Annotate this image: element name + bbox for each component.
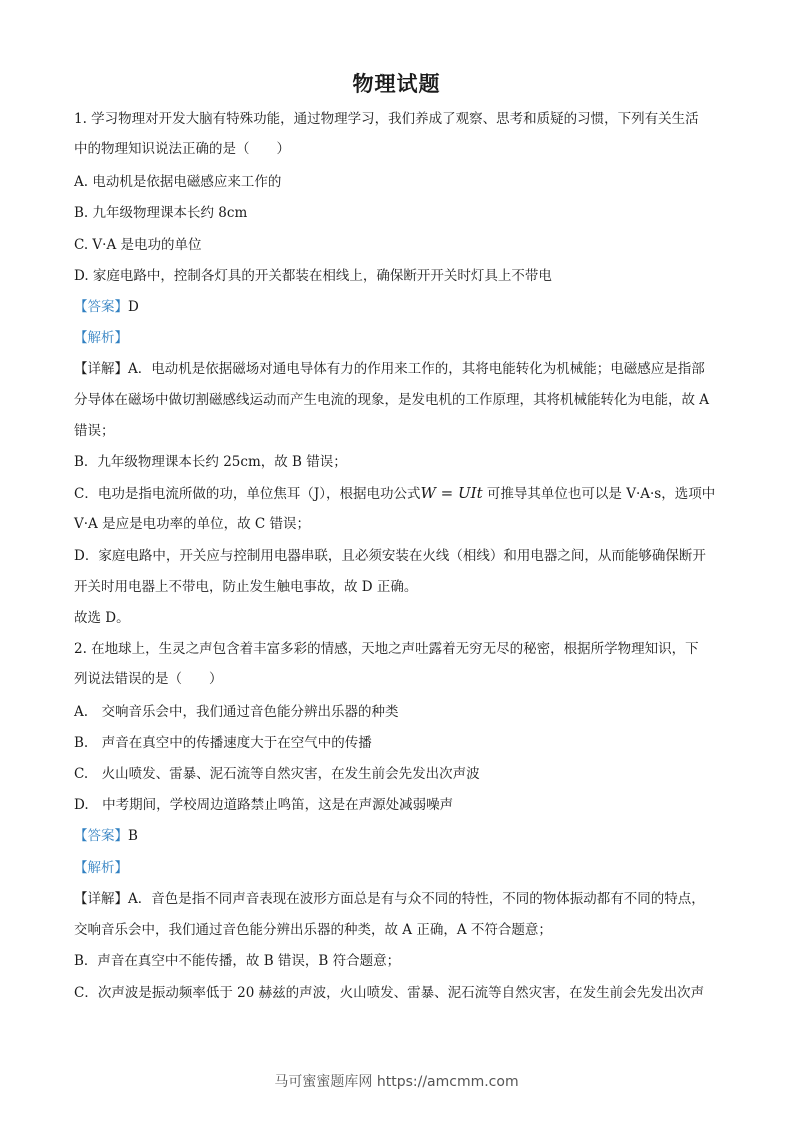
q2-detail-line2: 交响音乐会中，我们通过音色能分辨出乐器的种类，故 A 正确，A 不符合题意； xyxy=(74,922,552,938)
q1-stem-line2: 中的物理知识说法正确的是（ ） xyxy=(74,141,290,157)
page-title: 物理试题 xyxy=(352,71,441,96)
q1-detail-line7: D．家庭电路中，开关应与控制用电器串联，且必须安装在火线（相线）和用电器之间，从而能够确保断开 xyxy=(74,548,706,564)
q2-detail-line4: C．次声波是振动频率低于 20 赫兹的声波，火山喷发、雷暴、泥石流等自然灾害，在发生前会先发出次声 xyxy=(74,985,705,1001)
q1-detail-line5 xyxy=(74,484,715,503)
q1-answer xyxy=(74,298,139,316)
q2-stem-line2: 列说法错误的是（ ） xyxy=(74,671,223,687)
q1-detail-line6: V·A 是应是电功率的单位，故 C 错误； xyxy=(74,516,310,532)
answer-value: D xyxy=(128,299,139,315)
q1-detail-line3: 错误； xyxy=(74,423,115,439)
q1-option-b: B. 九年级物理课本长约 8cm xyxy=(74,205,248,221)
detail-c-pre: C．电功是指电流所做的功，单位焦耳（J），根据电功公式 xyxy=(74,486,421,502)
q1-option-c: C. V·A 是电功的单位 xyxy=(74,237,202,253)
q2-answer xyxy=(74,827,138,845)
q2-detail-line3: B．声音在真空中不能传播，故 B 错误，B 符合题意； xyxy=(74,953,401,969)
q2-analysis-label: 【解析】 xyxy=(74,860,128,876)
q2-option-a: A. 交响音乐会中，我们通过音色能分辨出乐器的种类 xyxy=(74,704,399,720)
q1-option-d: D. 家庭电路中，控制各灯具的开关都装在相线上，确保断开开关时灯具上不带电 xyxy=(74,268,552,284)
footer-watermark: 马可蜜蜜题库网 https://amcmm.com xyxy=(274,1074,519,1090)
q1-detail-line2: 分导体在磁场中做切割磁感线运动而产生电流的现象，是发电机的工作原理，其将机械能转化为电能，故 A xyxy=(74,392,710,408)
q1-analysis-label: 【解析】 xyxy=(74,330,128,346)
q1-stem-line1: 1. 学习物理对开发大脑有特殊功能，通过物理学习，我们养成了观察、思考和质疑的习惯，下列有关生活 xyxy=(74,111,699,127)
answer-value: B xyxy=(128,828,138,844)
q1-detail-line4: B．九年级物理课本长约 25cm，故 B 错误； xyxy=(74,454,347,470)
q2-option-c: C. 火山喷发、雷暴、泥石流等自然灾害，在发生前会先发出次声波 xyxy=(74,766,480,782)
q2-stem-line1: 2. 在地球上，生灵之声包含着丰富多彩的情感，天地之声吐露着无穷无尽的秘密，根据所学物理知识，下 xyxy=(74,641,699,657)
q2-option-d: D. 中考期间，学校周边道路禁止鸣笛，这是在声源处减弱噪声 xyxy=(74,797,454,813)
detail-c-post: 可推导其单位也可以是 V·A·s，选项中 xyxy=(482,486,716,502)
q2-option-b: B. 声音在真空中的传播速度大于在空气中的传播 xyxy=(74,735,372,751)
answer-label: 【答案】 xyxy=(74,299,128,315)
q1-detail-line9: 故选 D。 xyxy=(74,610,130,626)
formula: W = UIt xyxy=(420,484,483,502)
q1-option-a: A. 电动机是依据电磁感应来工作的 xyxy=(74,174,282,190)
answer-label: 【答案】 xyxy=(74,828,128,844)
q1-detail-line1: 【详解】A．电动机是依据磁场对通电导体有力的作用来工作的，其将电能转化为机械能；电磁感应是指部 xyxy=(74,361,705,377)
q2-detail-line1: 【详解】A．音色是指不同声音表现在波形方面总是有与众不同的特性，不同的物体振动都有不同的特点， xyxy=(74,891,705,907)
q1-detail-line8: 开关时用电器上不带电，防止发生触电事故，故 D 正确。 xyxy=(74,579,418,595)
